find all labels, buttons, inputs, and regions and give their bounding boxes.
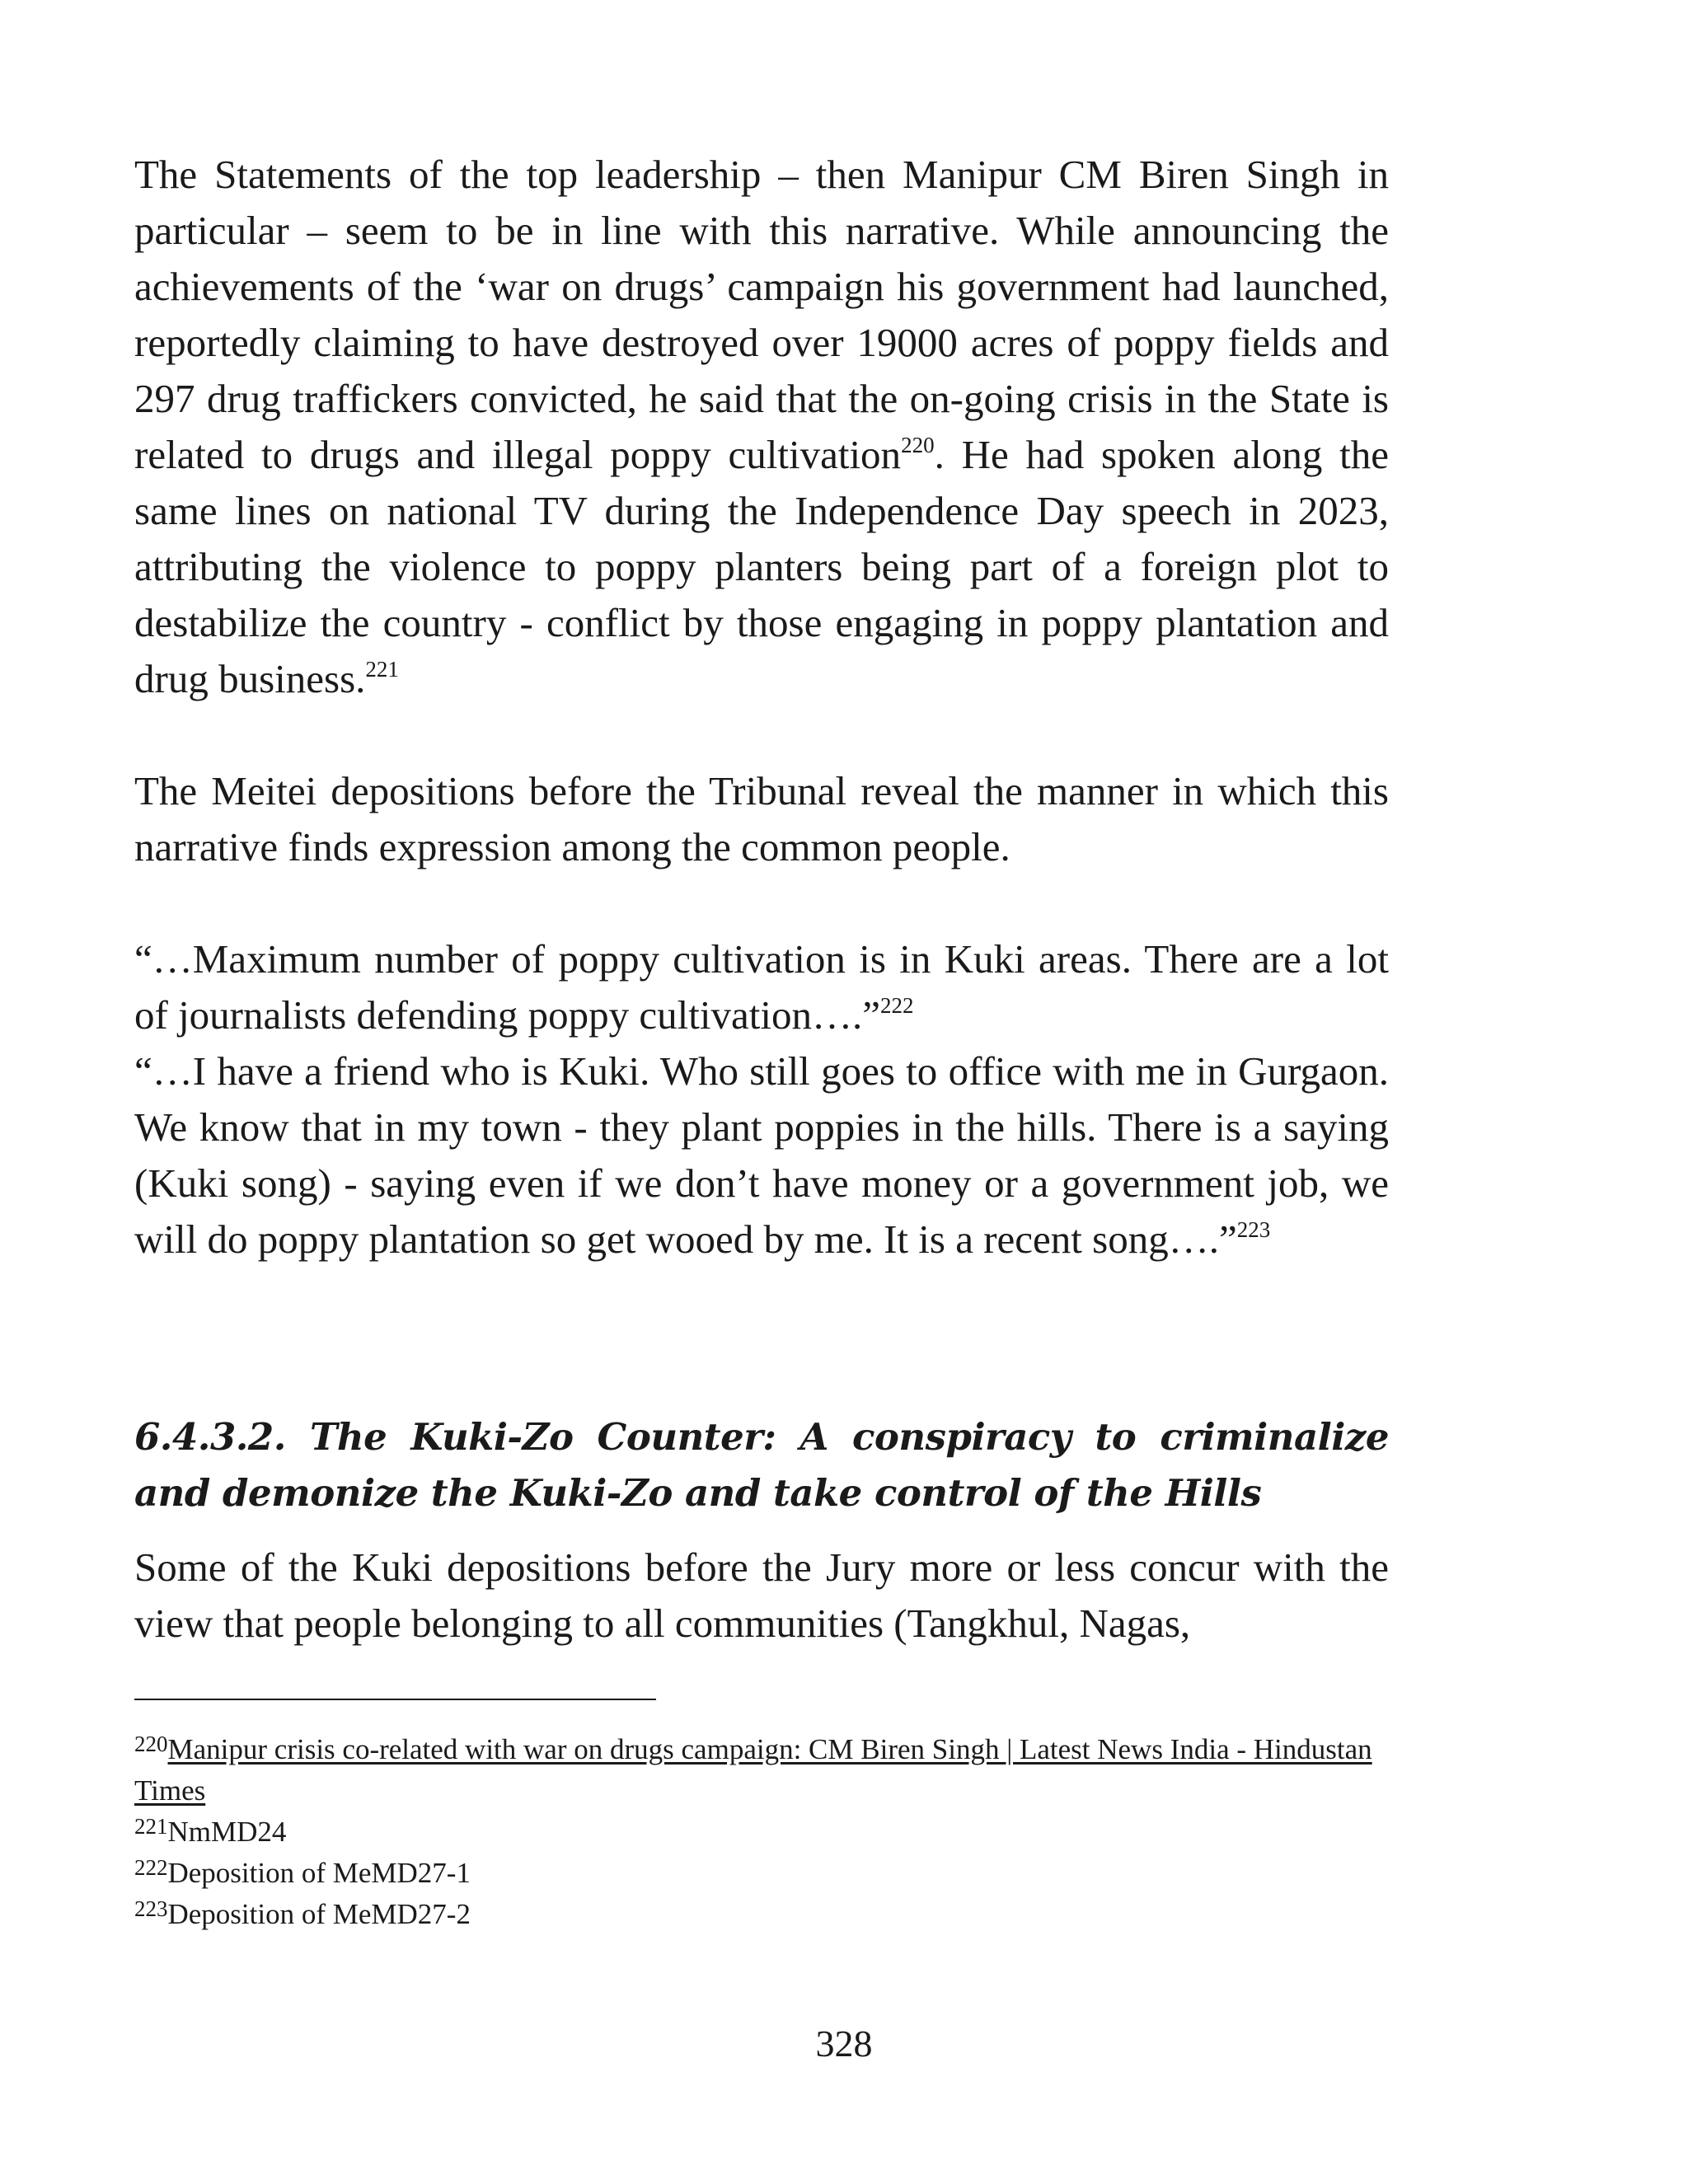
- footnote-ref-222[interactable]: 222: [879, 993, 914, 1018]
- footnote-number: 222: [134, 1855, 168, 1880]
- footnote-ref-220[interactable]: 220: [901, 433, 935, 457]
- footnote-number: 220: [134, 1732, 168, 1756]
- footnote-number: 223: [134, 1896, 168, 1921]
- footnote-text: NmMD24: [167, 1816, 287, 1848]
- paragraph-leadership-statements: [134, 147, 1389, 707]
- quote-text: “…Maximum number of poppy cultivation is in Kuki areas. There are a lot of journalists defending poppy cultivation….”: [134, 936, 1389, 1038]
- section-heading: 6.4.3.2. The Kuki-Zo Counter: A conspiracy to criminalize and demonize the Kuki-Zo and take control of the Hills: [134, 1415, 1389, 1515]
- footnote-220: [134, 1729, 1389, 1811]
- paragraph-text: The Statements of the top leadership – then Manipur CM Biren Singh in particular – seem to be in line with this narrative. While announcing the achievements of the ‘war on drugs’ campaign his government had launched, reportedly claiming to have destroyed over 19000 acres of poppy fields and 297 drug traffickers convicted, he said that the on-going crisis in the State is related to drugs and illegal poppy cultivation: [134, 152, 1389, 477]
- footnote-221: [134, 1811, 1389, 1853]
- quote-1: [134, 931, 1389, 1043]
- section-heading-container: [134, 1409, 1389, 1521]
- footnote-ref-223[interactable]: 223: [1236, 1217, 1271, 1242]
- footnote-link[interactable]: Manipur crisis co-related with war on drugs campaign: CM Biren Singh | Latest News India - Hindustan Times: [134, 1733, 1372, 1807]
- paragraph-meitei-depositions: [134, 763, 1389, 875]
- quote-text: “…I have a friend who is Kuki. Who still goes to office with me in Gurgaon. We know that in my town - they plant poppies in the hills. There is a saying (Kuki song) - saying even if we don’t have money or a government job, we will do poppy plantation so get wooed by me. It is a recent song….”: [134, 1048, 1389, 1262]
- footnote-text: Deposition of MeMD27-2: [167, 1898, 471, 1930]
- paragraph-text: Some of the Kuki depositions before the Jury more or less concur with the view that people belonging to all communities (Tangkhul, Nagas,: [134, 1544, 1389, 1646]
- paragraph-text: The Meitei depositions before the Tribunal reveal the manner in which this narrative finds expression among the common people.: [134, 768, 1389, 869]
- footnote-divider: [134, 1699, 656, 1700]
- footnotes: [134, 1729, 1389, 1935]
- deposition-quotes: [134, 931, 1389, 1268]
- footnote-222: [134, 1853, 1389, 1894]
- page-number: 328: [815, 2022, 873, 2064]
- footnote-ref-221[interactable]: 221: [365, 657, 399, 682]
- footnote-text: Deposition of MeMD27-1: [167, 1857, 471, 1889]
- footnote-number: 221: [134, 1814, 168, 1839]
- quote-2: [134, 1043, 1389, 1268]
- paragraph-kuki-depositions: [134, 1540, 1389, 1652]
- footnote-223: [134, 1894, 1389, 1935]
- paragraph-text: . He had spoken along the same lines on national TV during the Independence Day speech in 2023, attributing the violence to poppy planters being part of a foreign plot to destabilize the country - conflict by those engaging in poppy plantation and drug business.: [134, 432, 1389, 701]
